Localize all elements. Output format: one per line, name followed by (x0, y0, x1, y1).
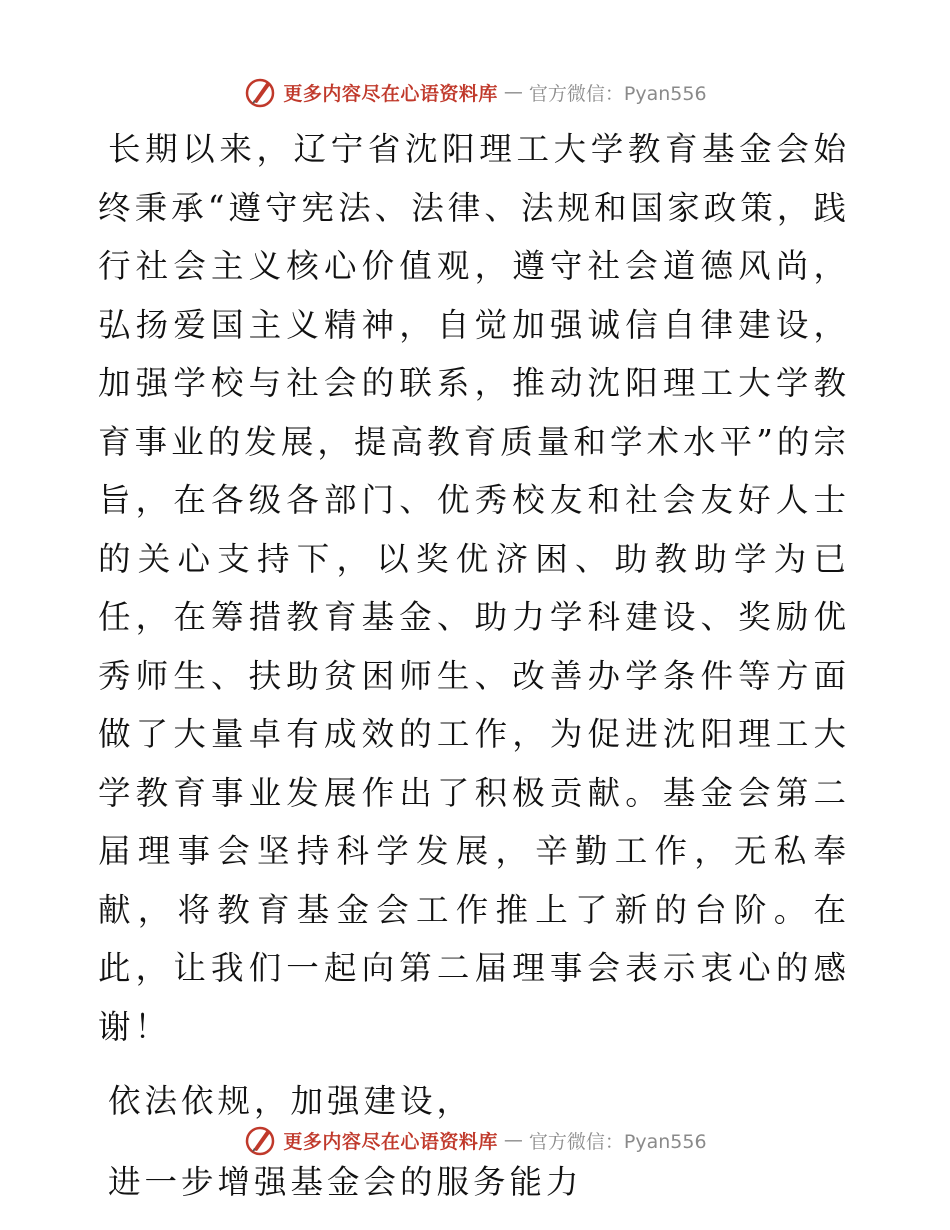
banner-gray-text: 官方微信：Pyan556 (528, 1130, 707, 1153)
section-heading-line: 进一步增强基金会的服务能力 (108, 1162, 583, 1201)
header-watermark-banner (0, 72, 950, 112)
banner-red-text: 更多内容尽在心语资料库 (283, 1130, 498, 1153)
banner-separator: — (503, 1129, 523, 1151)
footer-watermark-banner (0, 1120, 950, 1160)
banner-gray-text: 官方微信：Pyan556 (528, 82, 707, 105)
banner-red-text: 更多内容尽在心语资料库 (283, 82, 498, 105)
banner-separator: — (503, 81, 523, 103)
document-body (98, 120, 850, 1211)
section-heading-line: 依法依规，加强建设， (108, 1082, 474, 1120)
quill-pen-logo-icon (243, 75, 277, 109)
quill-pen-logo-icon (243, 1123, 277, 1157)
body-paragraph: 长期以来，辽宁省沈阳理工大学教育基金会始终秉承“遵守宪法、法律、法规和国家政策，践行社会主义核心价值观，遵守社会道德风尚，弘扬爱国主义精神，自觉加强诚信自律建设，加强学校与社会的联系，推动沈阳理工大学教育事业的发展，提高教育质量和学术水平”的宗旨，在各级各部门、优秀校友和社会友好人士的关心支持下，以奖优济困、助教助学为已任，在筹措教育基金、助力学科建设、奖励优秀师生、扶助贫困师生、改善办学条件等方面做了大量卓有成效的工作，为促进沈阳理工大学教育事业发展作出了积极贡献。基金会第二届理事会坚持科学发展，辛勤工作，无私奉献，将教育基金会工作推上了新的台阶。在此，让我们一起向第二届理事会表示衷心的感谢！ (98, 130, 850, 1046)
